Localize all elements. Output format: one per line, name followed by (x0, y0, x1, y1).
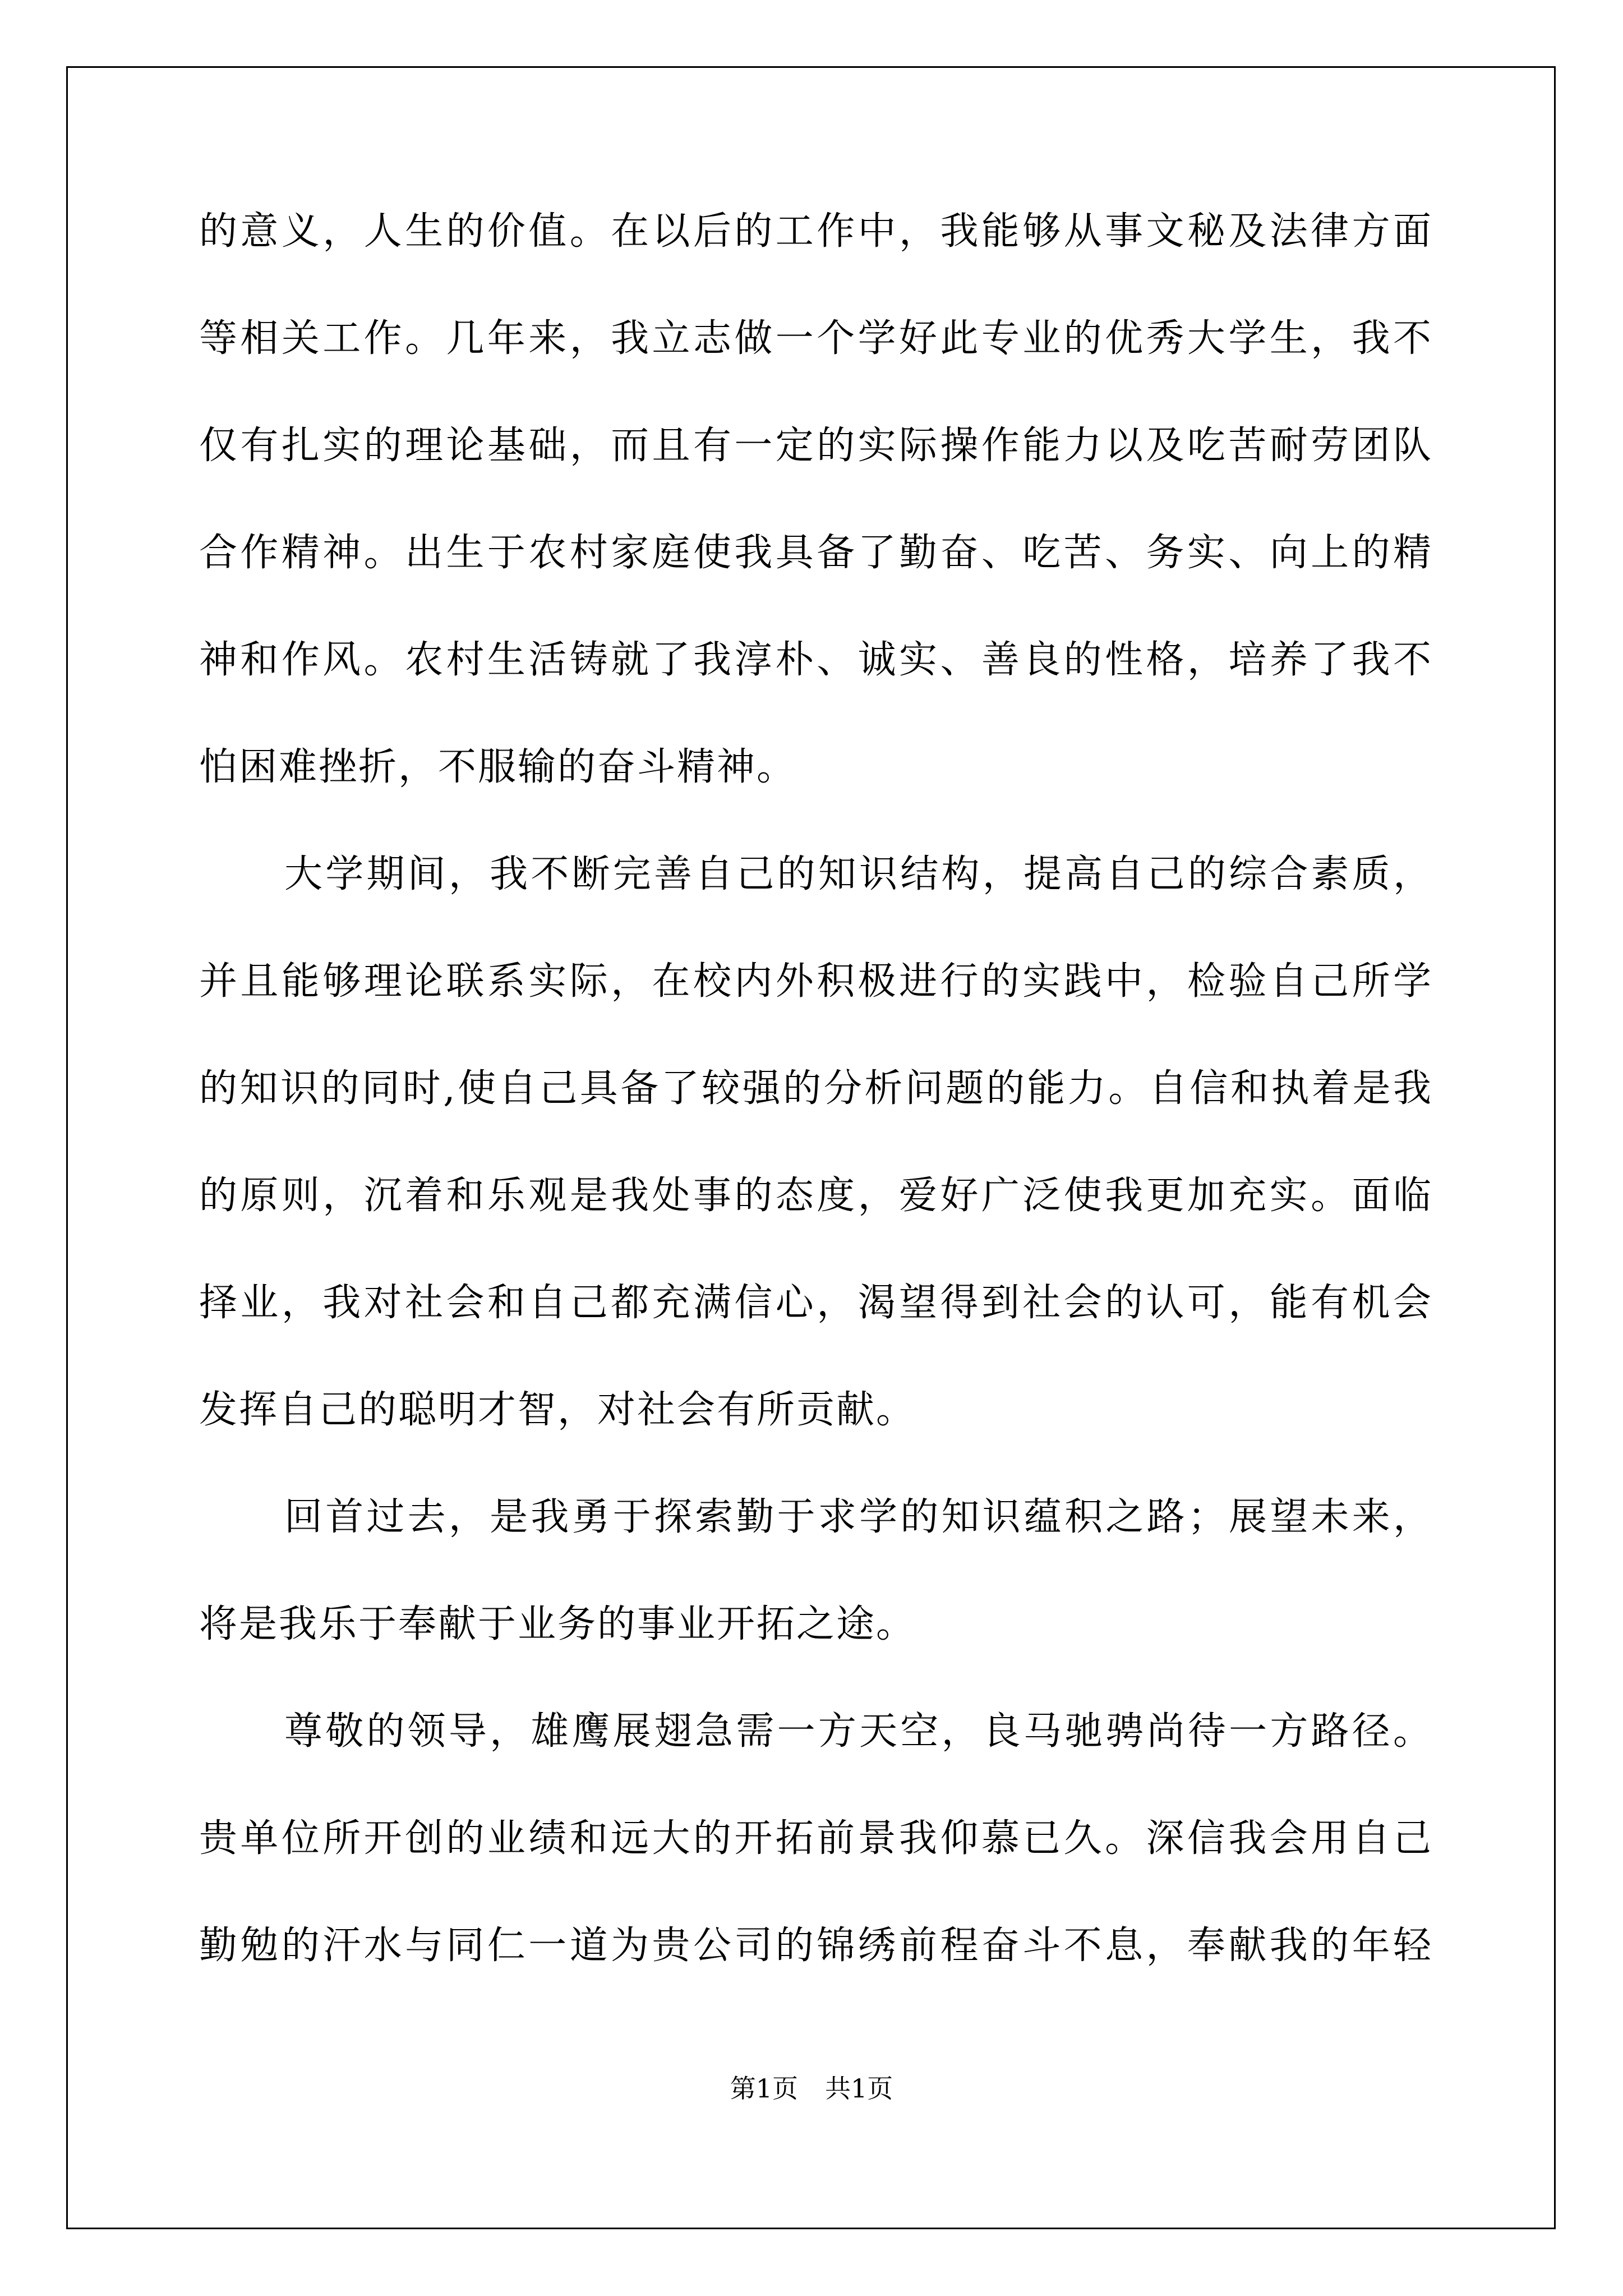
paragraph-first-line: 尊敬的领导，雄鹰展翅急需一方天空，良马驰骋尚待一方路径。 (284, 1709, 1433, 1754)
text-line: 等相关工作。几年来，我立志做一个学好此专业的优秀大学生，我不 (199, 316, 1433, 361)
text-line: 的原则，沉着和乐观是我处事的态度，爱好广泛使我更加充实。面临 (199, 1174, 1433, 1218)
paragraph-first-line: 大学期间，我不断完善自己的知识结构，提高自己的综合素质， (284, 852, 1433, 896)
page-footer (0, 2073, 1623, 2104)
text-line: 勤勉的汗水与同仁一道为贵公司的锦绣前程奋斗不息，奉献我的年轻 (199, 1924, 1433, 1968)
text-line: 的知识的同时,使自己具备了较强的分析问题的能力。自信和执着是我 (199, 1066, 1433, 1111)
page-number: 第1页 (730, 2073, 798, 2104)
text-line: 怕困难挫折，不服输的奋斗精神。 (199, 745, 797, 789)
paragraph-first-line: 回首过去，是我勇于探索勤于求学的知识蕴积之路；展望未来， (284, 1495, 1433, 1539)
text-line: 的意义，人生的价值。在以后的工作中，我能够从事文秘及法律方面 (199, 209, 1433, 254)
text-line: 神和作风。农村生活铸就了我淳朴、诚实、善良的性格，培养了我不 (199, 638, 1433, 682)
text-line: 并且能够理论联系实际，在校内外积极进行的实践中，检验自己所学 (199, 959, 1433, 1004)
text-line: 合作精神。出生于农村家庭使我具备了勤奋、吃苦、务实、向上的精 (199, 531, 1433, 575)
page-total: 共1页 (825, 2073, 893, 2104)
document-body (199, 209, 1433, 2034)
text-line: 仅有扎实的理论基础，而且有一定的实际操作能力以及吃苦耐劳团队 (199, 424, 1433, 468)
text-line: 贵单位所开创的业绩和远大的开拓前景我仰慕已久。深信我会用自己 (199, 1816, 1433, 1861)
text-line: 择业，我对社会和自己都充满信心，渴望得到社会的认可，能有机会 (199, 1281, 1433, 1325)
text-line: 发挥自己的聪明才智，对社会有所贡献。 (199, 1388, 916, 1432)
text-line: 将是我乐于奉献于业务的事业开拓之途。 (199, 1602, 916, 1646)
